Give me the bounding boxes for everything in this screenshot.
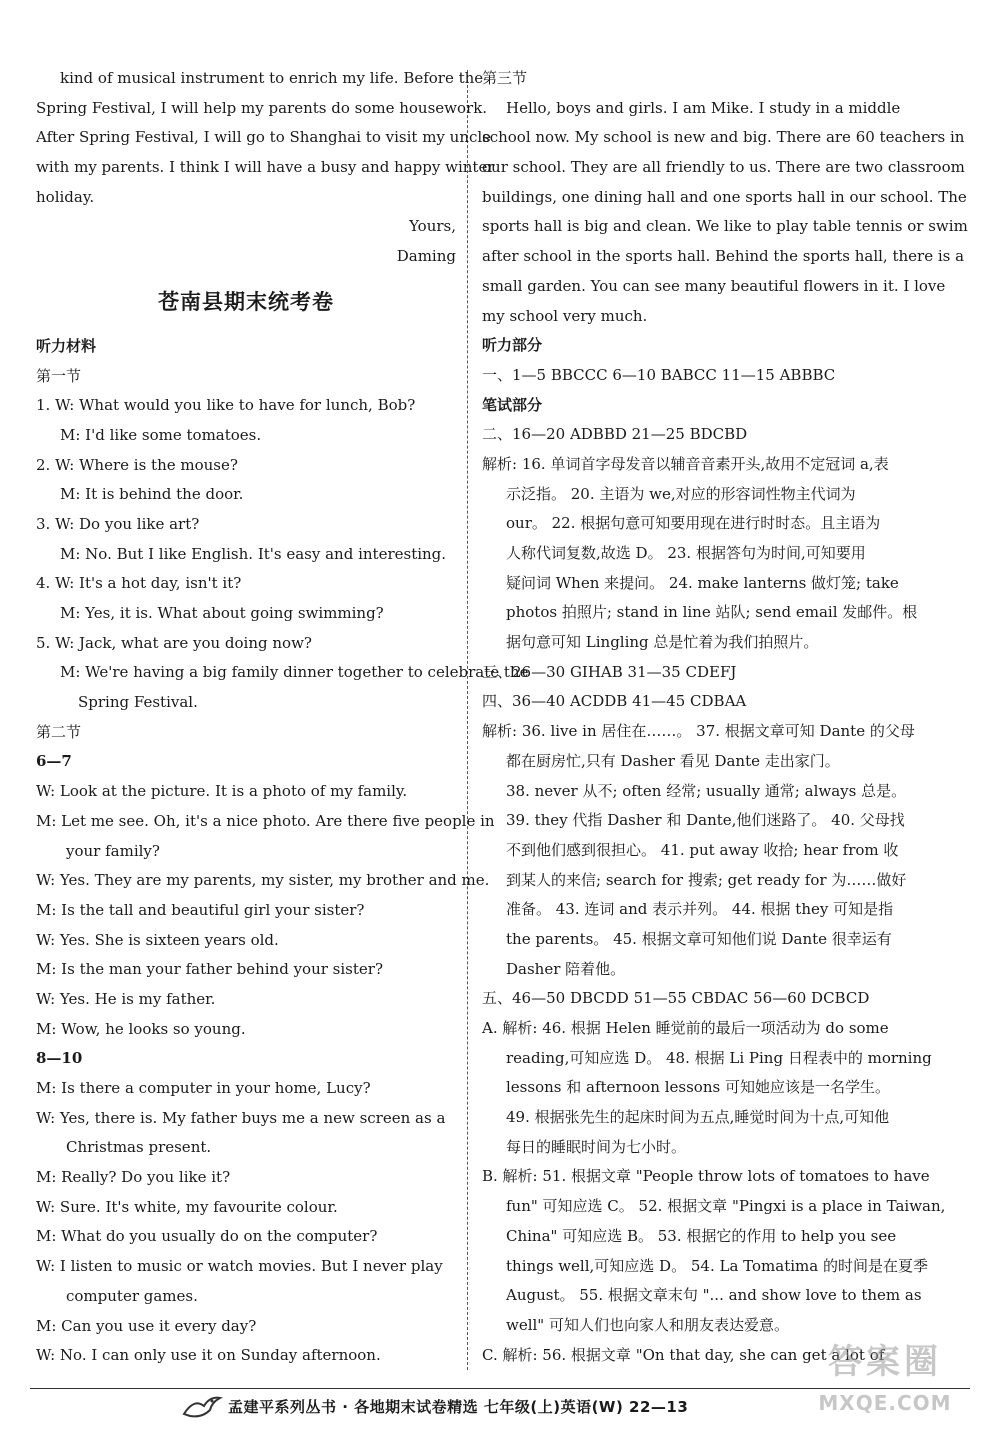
letter-line: with my parents. I think I will have a busy and happy winter <box>36 158 495 177</box>
dialog-line: M: I'd like some tomatoes. <box>60 425 262 444</box>
dialog-line: M: Really? Do you like it? <box>36 1168 231 1187</box>
passage-line: small garden. You can see many beautiful flowers in it. I love <box>482 276 946 295</box>
dialog-line: M: Let me see. Oh, it's a nice photo. Are there five people in <box>36 811 495 830</box>
dialog-line: 1. W: What would you like to have for lunch, Bob? <box>36 396 416 415</box>
letter-signature: Daming <box>396 247 456 266</box>
answer-line: 疑问词 When 来提问。 24. make lanterns 做灯笼; take <box>506 573 899 592</box>
dialog-line: W: Yes. He is my father. <box>36 989 216 1008</box>
answer-line: 解析: 16. 单词首字母发音以辅音音素开头,故用不定冠词 a,表 <box>482 454 889 473</box>
dialog-line: M: Wow, he looks so young. <box>36 1019 246 1038</box>
passage-line: sports hall is big and clean. We like to play table tennis or swim <box>482 217 968 236</box>
dialog-line: M: No. But I like English. It's easy and interesting. <box>60 544 447 563</box>
watermark-url: MXQE.COM <box>818 1391 952 1415</box>
written-part-heading: 笔试部分 <box>482 395 543 414</box>
passage-line: my school very much. <box>482 306 648 325</box>
answer-line: August。 55. 根据文章末句 "... and show love to them as <box>506 1286 922 1305</box>
letter-line: Spring Festival, I will help my parents do some housework. <box>36 98 488 117</box>
dialog-line: 4. W: It's a hot day, isn't it? <box>36 574 242 593</box>
dialog-line: M: What do you usually do on the computer? <box>36 1227 378 1246</box>
dialog-line: M: Is the man your father behind your sister? <box>36 960 383 979</box>
letter-paragraph <box>36 64 495 212</box>
answer-line: 四、36—40 ACDDB 41—45 CDBAA <box>482 692 747 711</box>
answer-line: photos 拍照片; stand in line 站队; send email 发邮件。根 <box>506 603 918 622</box>
answer-line: A. 解析: 46. 根据 Helen 睡觉前的最后一项活动为 do some <box>482 1019 889 1037</box>
dialog-8-10 <box>36 1074 456 1371</box>
answer-line: 三、26—30 GIHAB 31—35 CDEFJ <box>482 662 737 681</box>
section3-passage <box>482 94 968 332</box>
group-8-10-label: 8—10 <box>36 1049 83 1068</box>
answer-line: China" 可知应选 B。 53. 根据它的作用 to help you see <box>506 1226 897 1245</box>
dialog-6-7 <box>36 777 495 1044</box>
answer-line: 49. 根据张先生的起床时间为五点,睡觉时间为十点,可知他 <box>506 1108 890 1127</box>
dialog-line: W: No. I can only use it on Sunday afternoon. <box>36 1346 381 1365</box>
answer-line: 二、16—20 ADBBD 21—25 BDCBD <box>482 425 748 444</box>
dialog-line: M: It is behind the door. <box>60 485 244 504</box>
listening-part-heading: 听力部分 <box>482 336 543 355</box>
dialog-line: 2. W: Where is the mouse? <box>36 455 238 474</box>
dialog-line: W: Look at the picture. It is a photo of my family. <box>36 782 408 801</box>
letter-line: holiday. <box>36 187 95 206</box>
answer-line: 据句意可知 Lingling 总是忙着为我们拍照片。 <box>506 633 819 652</box>
answer-line: reading,可知应选 D。 48. 根据 Li Ping 日程表中的 morning <box>506 1048 932 1067</box>
section2-heading: 第二节 <box>36 722 82 741</box>
dialog-line: W: Sure. It's white, my favourite colour. <box>36 1197 338 1216</box>
answer-line: 都在厨房忙,只有 Dasher 看见 Dante 走出家门。 <box>506 751 840 770</box>
answer-line: 五、46—50 DBCDD 51—55 CBDAC 56—60 DCBCD <box>482 989 870 1008</box>
dialog-line: M: Yes, it is. What about going swimming? <box>60 604 384 622</box>
section1-heading: 第一节 <box>36 366 82 385</box>
dialog-line: your family? <box>66 841 160 860</box>
dialog-line: W: Yes. They are my parents, my sister, my brother and me. <box>36 871 490 890</box>
passage-line: after school in the sports hall. Behind the sports hall, there is a <box>482 247 965 266</box>
dialog-line: W: I listen to music or watch movies. But I never play <box>36 1257 443 1276</box>
dialog-line: computer games. <box>66 1286 198 1305</box>
answer-line: fun" 可知应选 C。 52. 根据文章 "Pingxi is a place in Taiwan, <box>506 1197 946 1216</box>
answer-line: 人称代词复数,故选 D。 23. 根据答句为时间,可知要用 <box>506 544 866 562</box>
column-divider <box>467 70 468 1370</box>
group-6-7-label: 6—7 <box>36 752 72 771</box>
answer-line: 解析: 36. live in 居住在……。 37. 根据文章可知 Dante 的父母 <box>482 722 915 741</box>
dialog-line: M: Can you use it every day? <box>36 1316 257 1335</box>
answer-line: Dasher 陪着他。 <box>506 959 626 978</box>
answer-line: our。 22. 根据句意可知要用现在进行时时态。且主语为 <box>506 514 881 533</box>
answer-line: 示泛指。 20. 主语为 we,对应的形容词性物主代词为 <box>506 484 856 503</box>
passage-line: school now. My school is new and big. There are 60 teachers in <box>482 128 965 147</box>
answer-line: B. 解析: 51. 根据文章 "People throw lots of tomatoes to have <box>482 1167 930 1186</box>
letter-line: kind of musical instrument to enrich my life. Before the <box>60 69 484 87</box>
bird-logo-icon <box>182 1392 222 1429</box>
dialog-line: 5. W: Jack, what are you doing now? <box>36 633 312 652</box>
dialog-line: W: Yes, there is. My father buys me a new screen as a <box>36 1108 446 1127</box>
answer-line: things well,可知应选 D。 54. La Tomatima 的时间是在夏季 <box>506 1256 928 1275</box>
answer-line: 每日的睡眠时间为七小时。 <box>506 1137 687 1156</box>
answer-line: 38. never 从不; often 经常; usually 通常; always 总是。 <box>506 781 907 800</box>
listening-answers: 一、1—5 BBCCC 6—10 BABCC 11—15 ABBBC <box>482 365 836 384</box>
passage-line: buildings, one dining hall and one sports hall in our school. The <box>482 187 967 206</box>
dialog-line: W: Yes. She is sixteen years old. <box>36 930 279 949</box>
dialog-line: Christmas present. <box>66 1138 212 1157</box>
passage-line: our school. They are all friendly to us. There are two classroom <box>482 158 965 177</box>
footer-text: 孟建平系列丛书 · 各地期末试卷精选 七年级(上)英语(W) 22—13 <box>228 1398 689 1416</box>
dialog-line: 3. W: Do you like art? <box>36 514 200 533</box>
answer-line: 准备。 43. 连词 and 表示并列。 44. 根据 they 可知是指 <box>506 900 894 919</box>
letter-line: After Spring Festival, I will go to Shanghai to visit my uncle <box>36 128 492 147</box>
answer-line: the parents。 45. 根据文章可知他们说 Dante 很幸运有 <box>506 929 892 948</box>
dialog-line: M: Is there a computer in your home, Lucy? <box>36 1079 371 1097</box>
passage-line: Hello, boys and girls. I am Mike. I study in a middle <box>506 98 901 117</box>
exam-title: 苍南县期末统考卷 <box>158 288 334 314</box>
listening-material-heading: 听力材料 <box>36 336 97 355</box>
answer-line: 39. they 代指 Dasher 和 Dante,他们迷路了。 40. 父母找 <box>506 811 905 830</box>
dialog-line: M: We're having a big family dinner together to celebrate the <box>60 663 529 682</box>
answer-line: 不到他们感到很担心。 41. put away 收拾; hear from 收 <box>506 840 899 859</box>
answer-line: 到某人的来信; search for 搜索; get ready for 为……做好 <box>506 870 907 889</box>
answer-line: lessons 和 afternoon lessons 可知她应该是一名学生。 <box>506 1078 890 1097</box>
site-watermark <box>790 1330 980 1425</box>
answer-line: C. 解析: 56. 根据文章 "On that day, she can get a lot of <box>482 1345 885 1364</box>
answer-line: well" 可知人们也向家人和朋友表达爱意。 <box>506 1315 789 1334</box>
dialog-line: M: Is the tall and beautiful girl your sister? <box>36 900 365 919</box>
watermark-logo-text: 答案圈 <box>828 1342 942 1382</box>
section3-heading: 第三节 <box>482 69 528 87</box>
letter-closing: Yours, <box>409 217 456 236</box>
dialog-line: Spring Festival. <box>78 693 198 712</box>
